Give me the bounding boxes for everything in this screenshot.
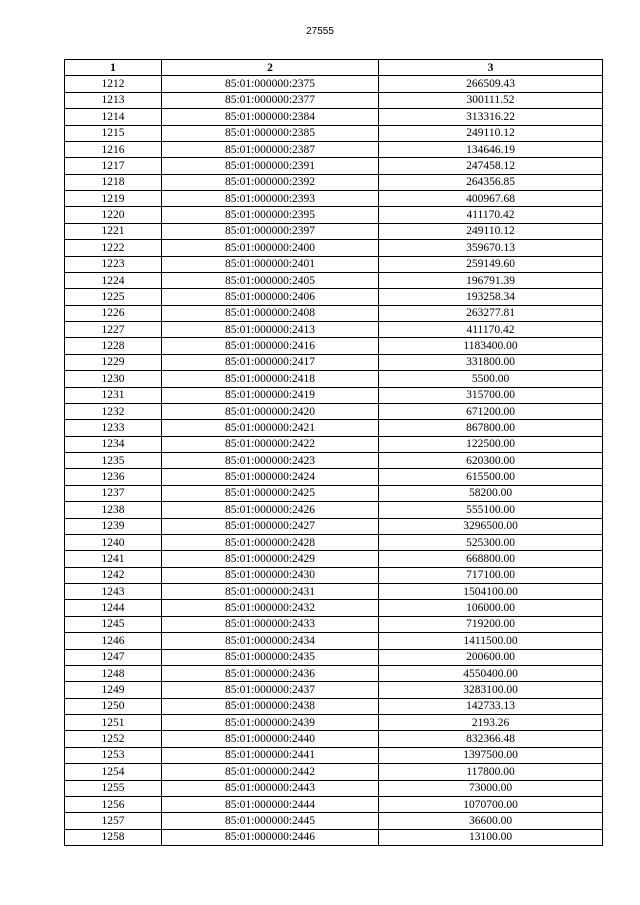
value-cell: 1504100.00 bbox=[379, 584, 603, 600]
table-row bbox=[65, 796, 603, 812]
table-row bbox=[65, 469, 603, 485]
cadastral-number-cell: 85:01:000000:2417 bbox=[162, 354, 379, 370]
value-cell: 58200.00 bbox=[379, 485, 603, 501]
row-number-cell: 1215 bbox=[65, 125, 162, 141]
value-cell: 264356.85 bbox=[379, 174, 603, 190]
cadastral-number-cell: 85:01:000000:2405 bbox=[162, 272, 379, 288]
table-row bbox=[65, 780, 603, 796]
value-cell: 620300.00 bbox=[379, 453, 603, 469]
cadastral-number-cell: 85:01:000000:2397 bbox=[162, 223, 379, 239]
table-row bbox=[65, 240, 603, 256]
row-number-cell: 1256 bbox=[65, 796, 162, 812]
cadastral-number-cell: 85:01:000000:2444 bbox=[162, 796, 379, 812]
row-number-cell: 1245 bbox=[65, 616, 162, 632]
value-cell: 315700.00 bbox=[379, 387, 603, 403]
table-row bbox=[65, 76, 603, 92]
cadastral-number-cell: 85:01:000000:2435 bbox=[162, 649, 379, 665]
value-cell: 122500.00 bbox=[379, 436, 603, 452]
table-row bbox=[65, 764, 603, 780]
value-cell: 359670.13 bbox=[379, 240, 603, 256]
row-number-cell: 1246 bbox=[65, 633, 162, 649]
cadastral-number-cell: 85:01:000000:2423 bbox=[162, 453, 379, 469]
value-cell: 867800.00 bbox=[379, 420, 603, 436]
row-number-cell: 1236 bbox=[65, 469, 162, 485]
cadastral-number-cell: 85:01:000000:2425 bbox=[162, 485, 379, 501]
cadastral-number-cell: 85:01:000000:2406 bbox=[162, 289, 379, 305]
table-row bbox=[65, 272, 603, 288]
row-number-cell: 1247 bbox=[65, 649, 162, 665]
value-cell: 196791.39 bbox=[379, 272, 603, 288]
cadastral-number-cell: 85:01:000000:2375 bbox=[162, 76, 379, 92]
table-row bbox=[65, 338, 603, 354]
table-row bbox=[65, 518, 603, 534]
value-cell: 525300.00 bbox=[379, 534, 603, 550]
row-number-cell: 1241 bbox=[65, 551, 162, 567]
row-number-cell: 1237 bbox=[65, 485, 162, 501]
table-row bbox=[65, 387, 603, 403]
row-number-cell: 1249 bbox=[65, 682, 162, 698]
table-row bbox=[65, 567, 603, 583]
value-cell: 247458.12 bbox=[379, 158, 603, 174]
table-row bbox=[65, 420, 603, 436]
row-number-cell: 1243 bbox=[65, 584, 162, 600]
cadastral-number-cell: 85:01:000000:2420 bbox=[162, 403, 379, 419]
table-row bbox=[65, 551, 603, 567]
row-number-cell: 1216 bbox=[65, 141, 162, 157]
cadastral-number-cell: 85:01:000000:2387 bbox=[162, 141, 379, 157]
value-cell: 411170.42 bbox=[379, 322, 603, 338]
value-cell: 1411500.00 bbox=[379, 633, 603, 649]
row-number-cell: 1212 bbox=[65, 76, 162, 92]
cadastral-number-cell: 85:01:000000:2428 bbox=[162, 534, 379, 550]
row-number-cell: 1235 bbox=[65, 453, 162, 469]
table-row bbox=[65, 322, 603, 338]
row-number-cell: 1244 bbox=[65, 600, 162, 616]
row-number-cell: 1231 bbox=[65, 387, 162, 403]
cadastral-number-cell: 85:01:000000:2385 bbox=[162, 125, 379, 141]
row-number-cell: 1258 bbox=[65, 829, 162, 845]
cadastral-number-cell: 85:01:000000:2400 bbox=[162, 240, 379, 256]
value-cell: 36600.00 bbox=[379, 813, 603, 829]
table-row bbox=[65, 125, 603, 141]
table-row bbox=[65, 715, 603, 731]
row-number-cell: 1242 bbox=[65, 567, 162, 583]
cadastral-number-cell: 85:01:000000:2426 bbox=[162, 502, 379, 518]
value-cell: 4550400.00 bbox=[379, 665, 603, 681]
row-number-cell: 1217 bbox=[65, 158, 162, 174]
cadastral-number-cell: 85:01:000000:2445 bbox=[162, 813, 379, 829]
value-cell: 3296500.00 bbox=[379, 518, 603, 534]
table-row bbox=[65, 731, 603, 747]
row-number-cell: 1257 bbox=[65, 813, 162, 829]
row-number-cell: 1227 bbox=[65, 322, 162, 338]
table-row bbox=[65, 371, 603, 387]
value-cell: 5500.00 bbox=[379, 371, 603, 387]
column-header-1: 1 bbox=[65, 60, 162, 76]
value-cell: 400967.68 bbox=[379, 191, 603, 207]
value-cell: 259149.60 bbox=[379, 256, 603, 272]
value-cell: 555100.00 bbox=[379, 502, 603, 518]
column-header-3: 3 bbox=[379, 60, 603, 76]
row-number-cell: 1229 bbox=[65, 354, 162, 370]
table-row bbox=[65, 453, 603, 469]
table-body bbox=[65, 76, 603, 846]
value-cell: 717100.00 bbox=[379, 567, 603, 583]
row-number-cell: 1222 bbox=[65, 240, 162, 256]
table-row bbox=[65, 813, 603, 829]
table-row bbox=[65, 665, 603, 681]
cadastral-number-cell: 85:01:000000:2433 bbox=[162, 616, 379, 632]
value-cell: 671200.00 bbox=[379, 403, 603, 419]
cadastral-number-cell: 85:01:000000:2441 bbox=[162, 747, 379, 763]
value-cell: 1070700.00 bbox=[379, 796, 603, 812]
value-cell: 668800.00 bbox=[379, 551, 603, 567]
column-header-2: 2 bbox=[162, 60, 379, 76]
cadastral-number-cell: 85:01:000000:2442 bbox=[162, 764, 379, 780]
table-row bbox=[65, 698, 603, 714]
row-number-cell: 1225 bbox=[65, 289, 162, 305]
row-number-cell: 1254 bbox=[65, 764, 162, 780]
cadastral-number-cell: 85:01:000000:2446 bbox=[162, 829, 379, 845]
table-row bbox=[65, 109, 603, 125]
cadastral-number-cell: 85:01:000000:2413 bbox=[162, 322, 379, 338]
table-row bbox=[65, 747, 603, 763]
cadastral-number-cell: 85:01:000000:2392 bbox=[162, 174, 379, 190]
value-cell: 193258.34 bbox=[379, 289, 603, 305]
row-number-cell: 1224 bbox=[65, 272, 162, 288]
row-number-cell: 1226 bbox=[65, 305, 162, 321]
cadastral-number-cell: 85:01:000000:2424 bbox=[162, 469, 379, 485]
table-row bbox=[65, 207, 603, 223]
cadastral-number-cell: 85:01:000000:2437 bbox=[162, 682, 379, 698]
cadastral-number-cell: 85:01:000000:2421 bbox=[162, 420, 379, 436]
page-number: 27555 bbox=[306, 26, 334, 37]
cadastral-number-cell: 85:01:000000:2393 bbox=[162, 191, 379, 207]
cadastral-number-cell: 85:01:000000:2418 bbox=[162, 371, 379, 387]
cadastral-number-cell: 85:01:000000:2432 bbox=[162, 600, 379, 616]
value-cell: 106000.00 bbox=[379, 600, 603, 616]
table-row bbox=[65, 485, 603, 501]
row-number-cell: 1218 bbox=[65, 174, 162, 190]
table-row bbox=[65, 141, 603, 157]
table-row bbox=[65, 829, 603, 845]
row-number-cell: 1214 bbox=[65, 109, 162, 125]
cadastral-number-cell: 85:01:000000:2434 bbox=[162, 633, 379, 649]
value-cell: 134646.19 bbox=[379, 141, 603, 157]
table-row bbox=[65, 158, 603, 174]
cadastral-number-cell: 85:01:000000:2391 bbox=[162, 158, 379, 174]
table-row bbox=[65, 649, 603, 665]
value-cell: 266509.43 bbox=[379, 76, 603, 92]
row-number-cell: 1238 bbox=[65, 502, 162, 518]
table-row bbox=[65, 403, 603, 419]
row-number-cell: 1233 bbox=[65, 420, 162, 436]
row-number-cell: 1234 bbox=[65, 436, 162, 452]
value-cell: 263277.81 bbox=[379, 305, 603, 321]
value-cell: 249110.12 bbox=[379, 125, 603, 141]
cadastral-number-cell: 85:01:000000:2416 bbox=[162, 338, 379, 354]
row-number-cell: 1232 bbox=[65, 403, 162, 419]
table-row bbox=[65, 534, 603, 550]
table-row bbox=[65, 584, 603, 600]
row-number-cell: 1255 bbox=[65, 780, 162, 796]
cadastral-number-cell: 85:01:000000:2431 bbox=[162, 584, 379, 600]
cadastral-number-cell: 85:01:000000:2439 bbox=[162, 715, 379, 731]
value-cell: 1183400.00 bbox=[379, 338, 603, 354]
table-row bbox=[65, 289, 603, 305]
data-table bbox=[64, 59, 603, 846]
cadastral-number-cell: 85:01:000000:2384 bbox=[162, 109, 379, 125]
table-row bbox=[65, 191, 603, 207]
row-number-cell: 1253 bbox=[65, 747, 162, 763]
cadastral-number-cell: 85:01:000000:2430 bbox=[162, 567, 379, 583]
cadastral-number-cell: 85:01:000000:2395 bbox=[162, 207, 379, 223]
value-cell: 73000.00 bbox=[379, 780, 603, 796]
table-row bbox=[65, 305, 603, 321]
table-row bbox=[65, 682, 603, 698]
cadastral-number-cell: 85:01:000000:2427 bbox=[162, 518, 379, 534]
cadastral-number-cell: 85:01:000000:2401 bbox=[162, 256, 379, 272]
table-row bbox=[65, 256, 603, 272]
value-cell: 719200.00 bbox=[379, 616, 603, 632]
row-number-cell: 1228 bbox=[65, 338, 162, 354]
value-cell: 142733.13 bbox=[379, 698, 603, 714]
row-number-cell: 1251 bbox=[65, 715, 162, 731]
value-cell: 200600.00 bbox=[379, 649, 603, 665]
cadastral-number-cell: 85:01:000000:2440 bbox=[162, 731, 379, 747]
row-number-cell: 1240 bbox=[65, 534, 162, 550]
table-row bbox=[65, 354, 603, 370]
table-row bbox=[65, 502, 603, 518]
table-row bbox=[65, 436, 603, 452]
row-number-cell: 1213 bbox=[65, 92, 162, 108]
value-cell: 249110.12 bbox=[379, 223, 603, 239]
value-cell: 313316.22 bbox=[379, 109, 603, 125]
table-row bbox=[65, 92, 603, 108]
row-number-cell: 1220 bbox=[65, 207, 162, 223]
cadastral-number-cell: 85:01:000000:2438 bbox=[162, 698, 379, 714]
value-cell: 117800.00 bbox=[379, 764, 603, 780]
cadastral-number-cell: 85:01:000000:2429 bbox=[162, 551, 379, 567]
table-header-row bbox=[65, 60, 603, 76]
value-cell: 1397500.00 bbox=[379, 747, 603, 763]
row-number-cell: 1252 bbox=[65, 731, 162, 747]
cadastral-number-cell: 85:01:000000:2443 bbox=[162, 780, 379, 796]
value-cell: 832366.48 bbox=[379, 731, 603, 747]
value-cell: 411170.42 bbox=[379, 207, 603, 223]
cadastral-number-cell: 85:01:000000:2377 bbox=[162, 92, 379, 108]
row-number-cell: 1239 bbox=[65, 518, 162, 534]
value-cell: 13100.00 bbox=[379, 829, 603, 845]
row-number-cell: 1250 bbox=[65, 698, 162, 714]
table-row bbox=[65, 223, 603, 239]
table-row bbox=[65, 633, 603, 649]
row-number-cell: 1219 bbox=[65, 191, 162, 207]
row-number-cell: 1223 bbox=[65, 256, 162, 272]
value-cell: 3283100.00 bbox=[379, 682, 603, 698]
row-number-cell: 1221 bbox=[65, 223, 162, 239]
row-number-cell: 1248 bbox=[65, 665, 162, 681]
row-number-cell: 1230 bbox=[65, 371, 162, 387]
cadastral-number-cell: 85:01:000000:2408 bbox=[162, 305, 379, 321]
cadastral-number-cell: 85:01:000000:2436 bbox=[162, 665, 379, 681]
value-cell: 615500.00 bbox=[379, 469, 603, 485]
value-cell: 2193.26 bbox=[379, 715, 603, 731]
table-row bbox=[65, 616, 603, 632]
table-row bbox=[65, 600, 603, 616]
value-cell: 300111.52 bbox=[379, 92, 603, 108]
cadastral-number-cell: 85:01:000000:2419 bbox=[162, 387, 379, 403]
table-row bbox=[65, 174, 603, 190]
cadastral-number-cell: 85:01:000000:2422 bbox=[162, 436, 379, 452]
value-cell: 331800.00 bbox=[379, 354, 603, 370]
